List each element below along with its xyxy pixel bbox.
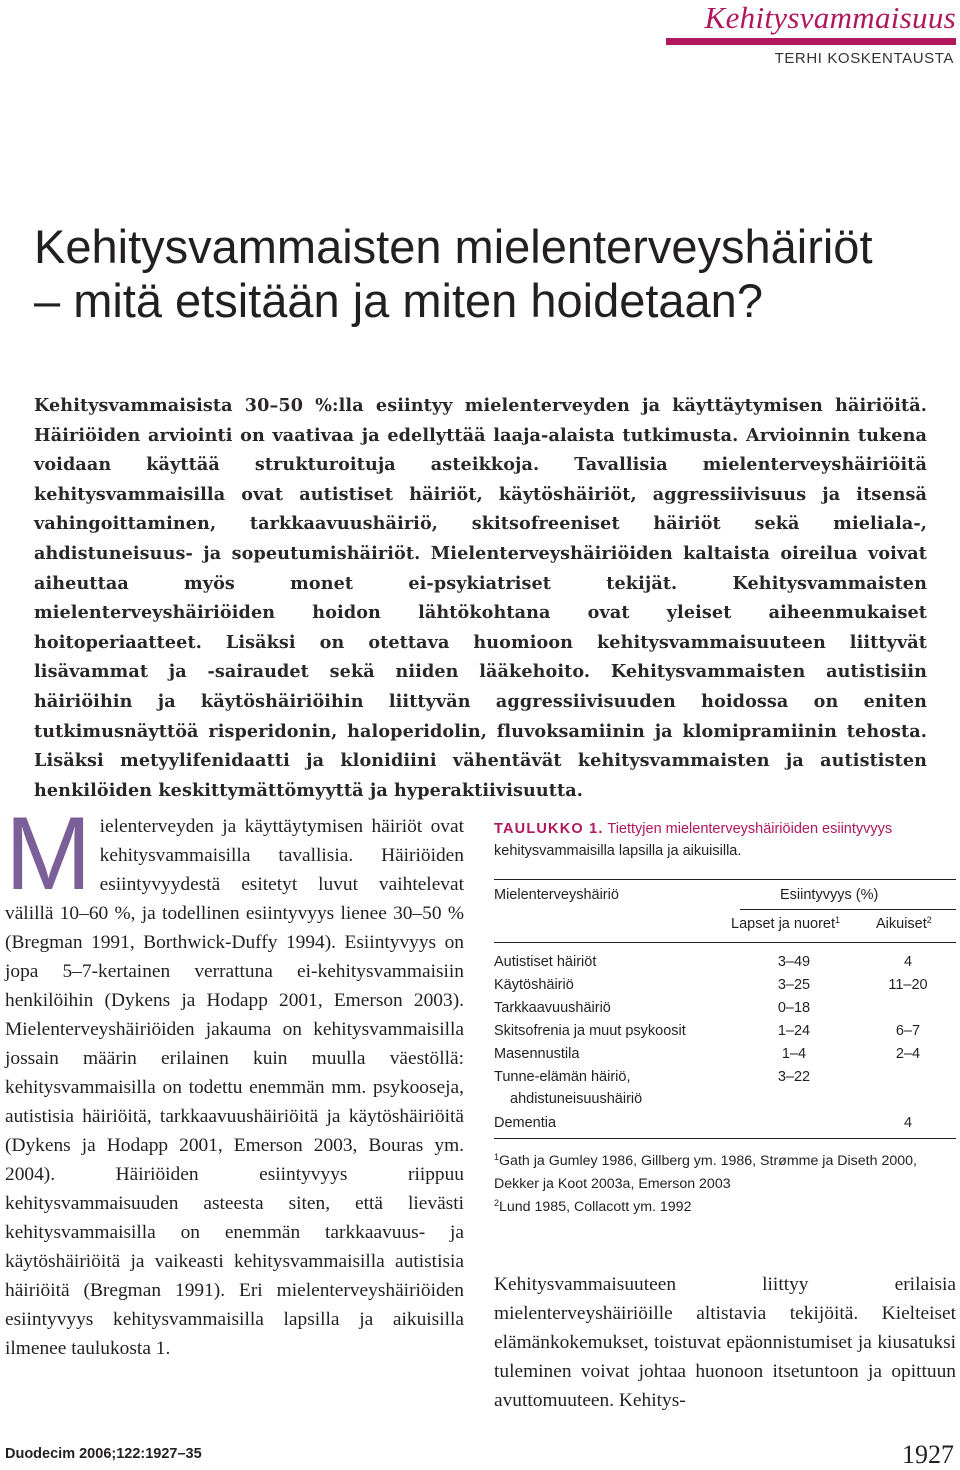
- body-left-text: ielenterveyden ja käyttäytymisen häiriöt ovat kehitysvammaisilla tavallisia. Häiriöiden esiintyvyydestä esitetyt luvut vaihtelevat välillä 10–60 %, ja todellinen esiintyvyys lienee 30–50 % (Bregman 1991, Borthwick-Duffy 1994). Esiintyvyys on jopa 5–7-kertainen verrattuna ei-kehitysvammaisiin henkilöihin (Dykens ja Hodapp 2001, Emerson 2003). Mielenterveyshäiriöiden jakauma on kehitysvammaisilla jossain määrin erilainen kuin muulla väestöllä: kehitysvammaisilla on todettu enemmän mm. psykooseja, autistisia häiriöitä, tarkkaavuushäiriöitä ja käytöshäiriöitä (Dykens ja Hodapp 2001, Emerson 2003, Bouras ym. 2004). Häiriöiden esiintyvyys riippuu kehitysvammaisuuden asteesta siten, että lievästi kehitysvammaisilla on enemmän tarkkaavuus- ja käytöshäiriöitä ja vaikeasti kehitysvammaisilla autistisia häiriöitä (Bregman 1991). Eri mielenterveyshäiriöiden esiintyvyys kehitysvammaisilla lapsilla ja aikuisilla ilmenee taulukosta 1.: [5, 816, 464, 1359]
- body-right-column: Kehitysvammaisuuteen liittyy erilaisia mielenterveyshäiriöille altistavia tekijöitä. Kielteiset elämänkokemukset, toistuvat epäonnistumiset ja kiusatuksi tuleminen voivat johtaa huonoon itsetuntoon ja opittuun avuttomuuteen. Kehitys-: [494, 1274, 956, 1411]
- table-top-rule: [494, 879, 956, 880]
- row-disorder: Tarkkaavuushäiriö: [494, 1000, 611, 1016]
- table-caption: [494, 818, 956, 862]
- row-disorder: Skitsofrenia ja muut psykoosit: [494, 1023, 686, 1039]
- footnote-2: $^2$Lund 1985, Collacott ym. 1992: [494, 1198, 692, 1215]
- table-row: [494, 1020, 956, 1042]
- row-disorder-cont: ahdistuneisuushäiriö: [510, 1091, 643, 1107]
- abstract: Kehitysvammaisista 30–50 %:lla esiintyy mielenterveyden ja käyttäytymisen häiriöitä. Häiriöiden arviointi on vaativaa ja edellyttää laaja-alaista tutkimusta. Arvioinnin tukena voidaan käyttää strukturoituja asteikkoja. Tavallisia mielenterveyshäiriöitä kehitysvammaisilla ovat autistiset häiriöt, käytöshäiriöt, aggressiivisuus ja itsensä vahingoittaminen, tarkkaavuushäiriö, skitsofreeniset häiriöt sekä mieliala-, ahdistuneisuus- ja sopeutumishäiriöt. Mielenterveyshäiriöiden kaltaista oireilua voivat aiheuttaa myös monet ei-psykiatriset tekijät. Kehitysvammaisten mielenterveyshäiriöiden hoidon lähtökohtana ovat yleiset aiheenmukaiset hoitoperiaatteet. Lisäksi on otettava huomioon kehitysvammaisuuteen liittyvät lisävammat ja -sairaudet sekä niiden lääkehoito. Kehitysvammaisten autistisiin häiriöihin ja käytöshäiriöihin liittyvän aggressiivisuuden hoidossa on eniten tutkimusnäyttöä risperidonin, haloperidolin, fluvoksamiinin ja klomipramiinin tehosta. Lisäksi metyylifenidaatti ja klonidiini vähentävät kehitysvammaisten ja autististen henkilöiden keskittymättömyyttä ja hyperaktiivisuutta.: [34, 395, 927, 801]
- row-children: 3–49: [777, 954, 811, 970]
- row-children: 1–24: [777, 1023, 811, 1039]
- row-disorder: Masennustila: [494, 1046, 580, 1062]
- table-header-children: Lapset ja nuoret$^1$: [731, 915, 841, 932]
- title-line-1: Kehitysvammaisten mielenterveyshäiriöt: [34, 220, 873, 273]
- row-disorder: Dementia: [494, 1115, 557, 1131]
- row-adults: 4: [903, 1115, 913, 1131]
- row-adults: 11–20: [888, 977, 928, 993]
- table-row: [494, 951, 956, 973]
- row-children: 3–22: [777, 1069, 811, 1085]
- row-adults: 2–4: [895, 1046, 921, 1062]
- row-disorder: Tunne-elämän häiriö,: [494, 1069, 631, 1085]
- article-title: [34, 220, 954, 328]
- table-label: TAULUKKO 1.: [494, 821, 604, 837]
- table-header-rule: [494, 942, 956, 943]
- table-caption-colored: Tiettyjen mielenterveyshäiriöiden esiintyvyys: [607, 821, 893, 837]
- row-adults: 4: [903, 954, 913, 970]
- page-number: 1927: [902, 1440, 954, 1469]
- drop-cap: M: [5, 796, 92, 912]
- footnote-1: $^1$Gath ja Gumley 1986, Gillberg ym. 1986, Strømme ja Diseth 2000, Dekker ja Koot 2003a, Emerson 2003: [494, 1152, 917, 1192]
- table-header-prevalence: Esiintyvyys (%): [780, 887, 879, 903]
- table-row: [494, 997, 956, 1019]
- table-footnotes: [494, 1150, 956, 1219]
- table-header-adults: Aikuiset$^2$: [876, 915, 932, 932]
- body-left-column: [5, 796, 464, 1363]
- table-header-subrule: [740, 909, 956, 910]
- row-children: 3–25: [777, 977, 811, 993]
- table-header-disorder: Mielenterveyshäiriö: [494, 887, 619, 903]
- table-bottom-rule: [494, 1138, 956, 1139]
- series-title: Kehitysvammaisuus: [704, 0, 956, 35]
- row-disorder: Autistiset häiriöt: [494, 954, 597, 970]
- header-rule: [666, 38, 956, 45]
- row-adults: 6–7: [895, 1023, 921, 1039]
- author-name: TERHI KOSKENTAUSTA: [774, 50, 954, 67]
- table-row: [494, 974, 956, 996]
- row-disorder: Käytöshäiriö: [494, 977, 574, 993]
- journal-citation: Duodecim 2006;122:1927–35: [5, 1446, 202, 1462]
- row-children: 0–18: [777, 1000, 811, 1016]
- row-children: 1–4: [781, 1046, 807, 1062]
- table-caption-rest: kehitysvammaisilla lapsilla ja aikuisilla.: [494, 843, 742, 859]
- table-row: [494, 1112, 956, 1134]
- title-line-2: – mitä etsitään ja miten hoidetaan?: [34, 274, 763, 327]
- table-row: [494, 1066, 956, 1110]
- table-row: [494, 1043, 956, 1065]
